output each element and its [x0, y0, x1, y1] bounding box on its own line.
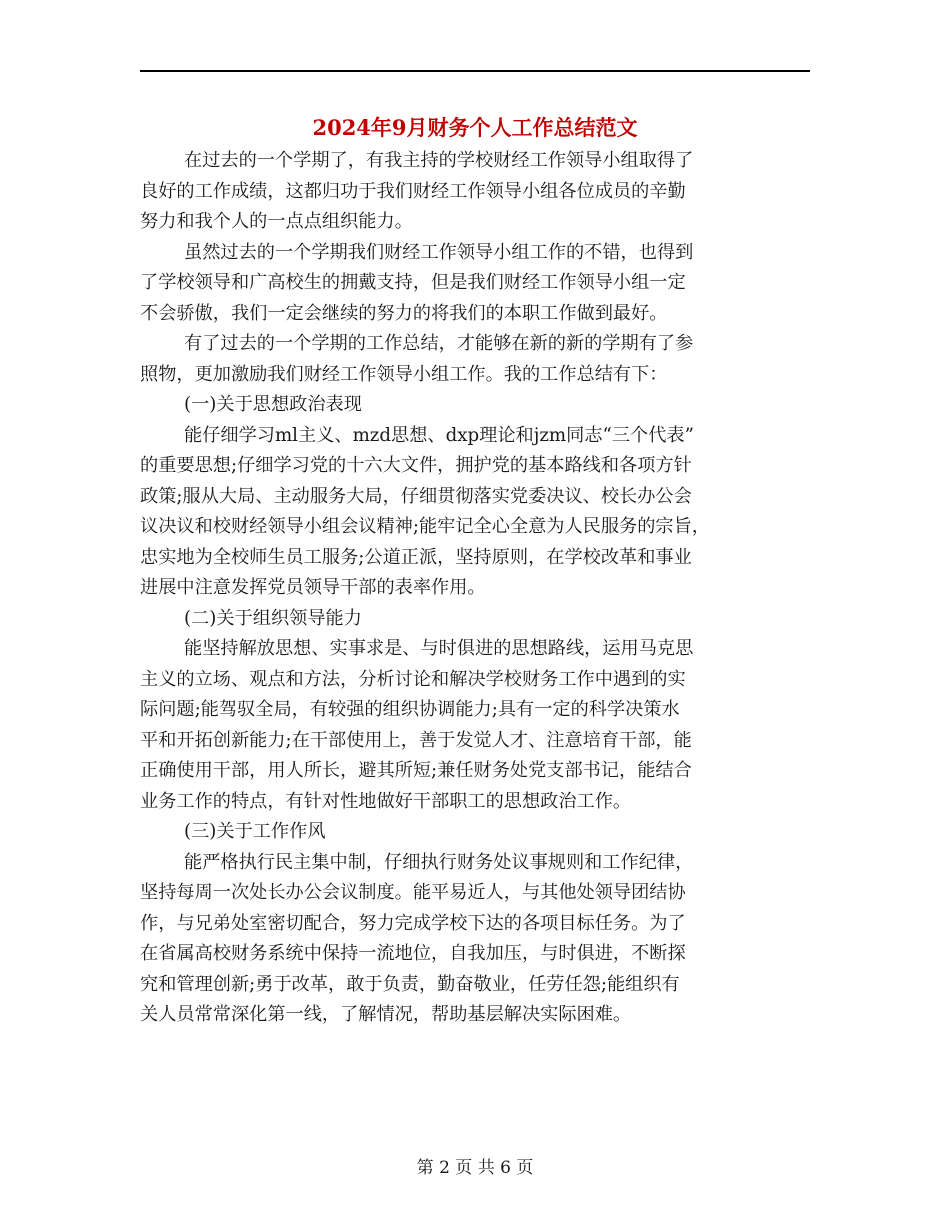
- paragraph-line: 在过去的一个学期了，有我主持的学校财经工作领导小组取得了: [184, 150, 694, 171]
- paragraph-line: 虽然过去的一个学期我们财经工作领导小组工作的不错，也得到: [184, 241, 694, 263]
- paragraph-line: 关人员常常深化第一线，了解情况，帮助基层解决实际困难。: [140, 1004, 632, 1025]
- paragraph-line: 照物，更加激励我们财经工作领导小组工作。我的工作总结有下：: [140, 363, 668, 385]
- paragraph-line: 究和管理创新;勇于改革，敢于负责，勤奋敬业，任劳任怨;能组织有: [140, 973, 680, 995]
- page-number-footer: 第 2 页 共 6 页: [416, 1158, 534, 1178]
- paragraph-line: 坚持每周一次处长办公会议制度。能平易近人，与其他处领导团结协: [140, 882, 686, 903]
- document-title: 2024年9月财务个人工作总结范文: [312, 115, 638, 140]
- document-body: [140, 146, 820, 1031]
- paragraph-line: 业务工作的特点，有针对性地做好干部职工的思想政治工作。: [140, 790, 632, 812]
- paragraph-line: 平和开拓创新能力;在干部使用上，善于发觉人才、注意培育干部，能: [140, 729, 692, 751]
- paragraph-line: 政策;服从大局、主动服务大局，仔细贯彻落实党委决议、校长办公会: [140, 485, 692, 507]
- section-heading: (一)关于思想政治表现: [184, 394, 362, 415]
- paragraph-line: 忠实地为全校师生员工服务;公道正派，坚持原则，在学校改革和事业: [140, 546, 692, 568]
- paragraph-line: 作，与兄弟处室密切配合，努力完成学校下达的各项目标任务。为了: [140, 912, 686, 934]
- paragraph-line: 能仔细学习ml主义、mzd思想、dxp理论和jzm同志“三个代表”: [184, 424, 694, 446]
- section-heading: (二)关于组织领导能力: [184, 607, 362, 629]
- section-heading: (三)关于工作作风: [184, 821, 326, 842]
- paragraph-line: 在省属高校财务系统中保持一流地位，自我加压，与时俱进，不断探: [140, 943, 686, 964]
- paragraph-line: 主义的立场、观点和方法，分析讨论和解决学校财务工作中遇到的实: [140, 668, 686, 690]
- paragraph-line: 良好的工作成绩，这都归功于我们财经工作领导小组各位成员的辛勤: [140, 180, 686, 202]
- paragraph-line: 进展中注意发挥党员领导干部的表率作用。: [140, 577, 486, 598]
- paragraph-line: 议决议和校财经领导小组会议精神;能牢记全心全意为人民服务的宗旨，: [140, 516, 710, 537]
- paragraph-line: 际问题;能驾驭全局，有较强的组织协调能力;具有一定的科学决策水: [140, 699, 680, 720]
- paragraph-line: 了学校领导和广高校生的拥戴支持，但是我们财经工作领导小组一定: [140, 272, 686, 293]
- paragraph-line: 有了过去的一个学期的工作总结，才能够在新的新的学期有了参: [184, 333, 694, 354]
- paragraph-line: 能坚持解放思想、实事求是、与时俱进的思想路线，运用马克思: [184, 638, 694, 659]
- paragraph-line: 正确使用干部，用人所长，避其所短;兼任财务处党支部书记，能结合: [140, 760, 692, 781]
- paragraph-line: 努力和我个人的一点点组织能力。: [140, 211, 413, 232]
- paragraph-line: 能严格执行民主集中制，仔细执行财务处议事规则和工作纪律，: [184, 851, 694, 873]
- header-rule: [140, 70, 810, 72]
- paragraph-line: 的重要思想;仔细学习党的十六大文件，拥护党的基本路线和各项方针: [140, 455, 692, 476]
- paragraph-line: 不会骄傲，我们一定会继续的努力的将我们的本职工作做到最好。: [140, 302, 668, 324]
